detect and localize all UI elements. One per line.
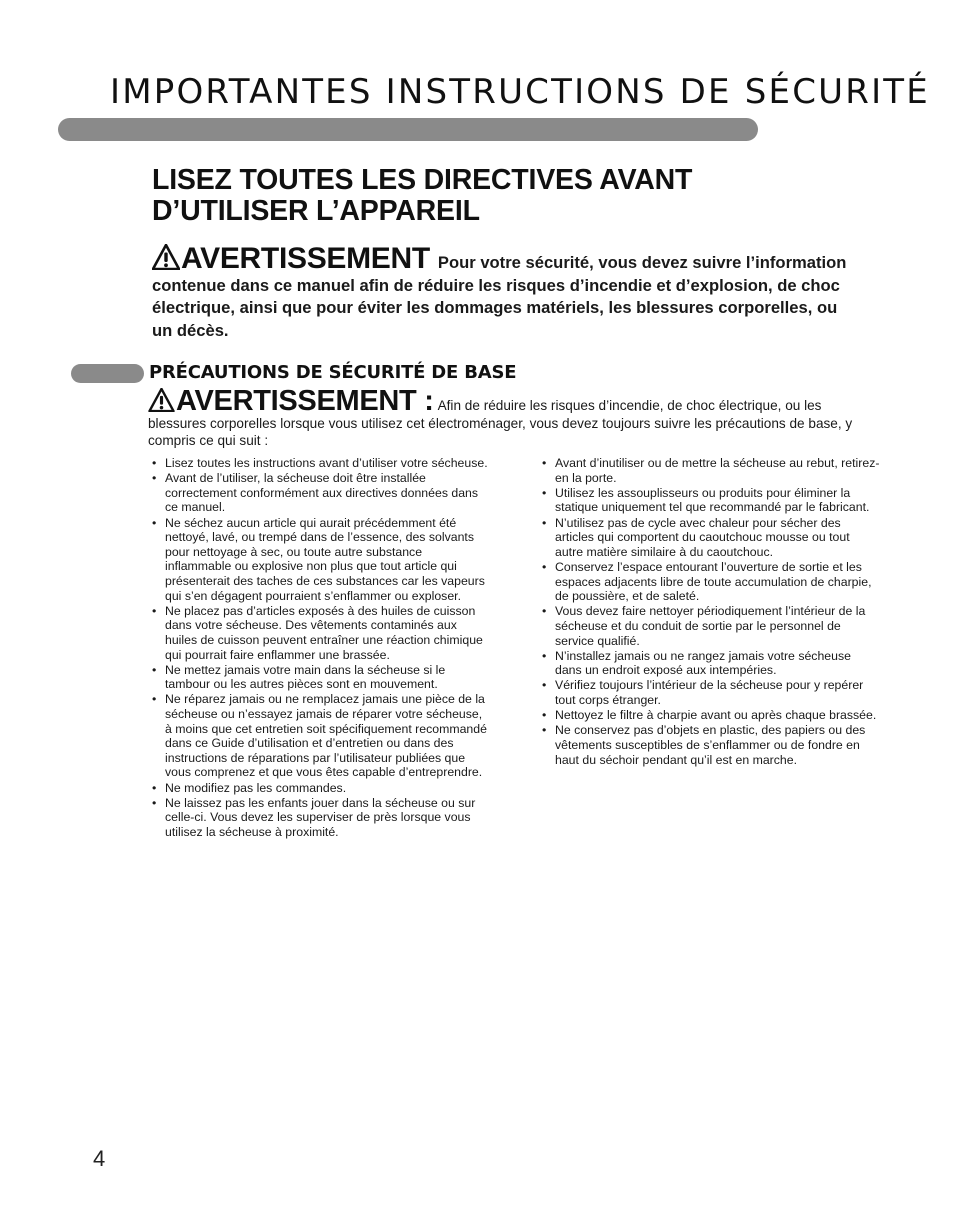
warning-label <box>152 242 430 275</box>
list-item: • Ne mettez jamais votre main dans la sécheuse si le tambour ou les autres pièces sont en mouvement. <box>150 663 490 692</box>
list-item: • Ne laissez pas les enfants jouer dans la sécheuse ou sur celle-ci. Vous devez les superviser de près lorsque vous utilisez la sécheuse à proximité. <box>150 796 490 840</box>
warning-label <box>148 385 434 417</box>
list-item: • Vous devez faire nettoyer périodiquement l’intérieur de la sécheuse et du conduit de sortie par le personnel de service qualifié. <box>540 604 880 648</box>
list-item: • Nettoyez le filtre à charpie avant ou après chaque brassée. <box>540 708 880 723</box>
list-item: • Vérifiez toujours l’intérieur de la sécheuse pour y repérer tout corps étranger. <box>540 678 880 707</box>
list-item: • Utilisez les assouplisseurs ou produits pour éliminer la statique uniquement tel que recommandé par le fabricant. <box>540 486 880 515</box>
precautions-list-right <box>540 456 880 768</box>
list-item: • Ne réparez jamais ou ne remplacez jamais une pièce de la sécheuse ou n’essayez jamais de réparer votre sécheuse, à moins que cet entretien soit spécifiquement recommandé dans ce Guide d’utilisation et d’entretien ou dans des instructions de réparations par l’utilisateur publiées que vous comprenez et que vous êtes capable d’entreprendre. <box>150 692 490 780</box>
list-item: • Ne séchez aucun article qui aurait précédemment été nettoyé, lavé, ou trempé dans de l’essence, des solvants pour nettoyage à sec, ou toute autre substance inflammable ou explosive non plus que tout article qui présenterait des taches de ces substances car les vapeurs qui s’en dégagent pourraient s’enflammer ou exploser. <box>150 516 490 604</box>
warning-block-secondary <box>148 386 878 449</box>
list-item: • N’installez jamais ou ne rangez jamais votre sécheuse dans un endroit exposé aux intempéries. <box>540 649 880 678</box>
warning-label-text: AVERTISSEMENT <box>181 242 430 275</box>
warning-text: Pour votre sécurité, vous devez suivre l’information contenue dans ce manuel afin de réduire les risques d’incendie et d’explosion, de choc électrique, ainsi que pour éviter les dommages matériels, les blessures corporelles, ou un décès. <box>152 253 847 340</box>
main-heading: LISEZ TOUTES LES DIRECTIVES AVANT D’UTILISER L’APPAREIL <box>152 164 693 227</box>
section-marker-pill <box>71 364 144 383</box>
warning-triangle-icon <box>148 388 175 412</box>
warning-block-primary <box>152 244 852 342</box>
warning-triangle-icon <box>152 244 180 270</box>
list-item: • Conservez l’espace entourant l’ouverture de sortie et les espaces adjacents libre de toute accumulation de charpie, de poussière, et de saleté. <box>540 560 880 604</box>
list-item: • Ne modifiez pas les commandes. <box>150 781 490 796</box>
page-title: IMPORTANTES INSTRUCTIONS DE SÉCURITÉ <box>110 72 930 112</box>
title-divider-bar <box>58 118 758 141</box>
list-item: • Lisez toutes les instructions avant d’utiliser votre sécheuse. <box>150 456 490 471</box>
warning-label-text: AVERTISSEMENT : <box>176 385 434 417</box>
list-item: • Avant d’inutiliser ou de mettre la sécheuse au rebut, retirez-en la porte. <box>540 456 880 485</box>
precautions-list-left <box>150 456 490 840</box>
list-item: • N’utilisez pas de cycle avec chaleur pour sécher des articles qui comportent du caoutchouc mousse ou tout autre matière similaire à du caoutchouc. <box>540 516 880 560</box>
page-number: 4 <box>93 1146 106 1171</box>
warning-text: Afin de réduire les risques d’incendie, de choc électrique, ou les blessures corporelles lorsque vous utilisez cet électroménager, vous devez toujours suivre les précautions de base, y compris ce qui suit : <box>148 398 853 448</box>
list-item: • Ne conservez pas d’objets en plastic, des papiers ou des vêtements susceptibles de s’enflammer ou de fondre en haut du séchoir pendant qu’il est en marche. <box>540 723 880 767</box>
section-heading: PRÉCAUTIONS DE SÉCURITÉ DE BASE <box>149 362 517 383</box>
list-item: • Ne placez pas d’articles exposés à des huiles de cuisson dans votre sécheuse. Des vêtements contaminés aux huiles de cuisson peuvent entraîner une réaction chimique qui pourrait faire enflammer une brassée. <box>150 604 490 662</box>
list-item: • Avant de l’utiliser, la sécheuse doit être installée correctement conformément aux directives données dans ce manuel. <box>150 471 490 515</box>
